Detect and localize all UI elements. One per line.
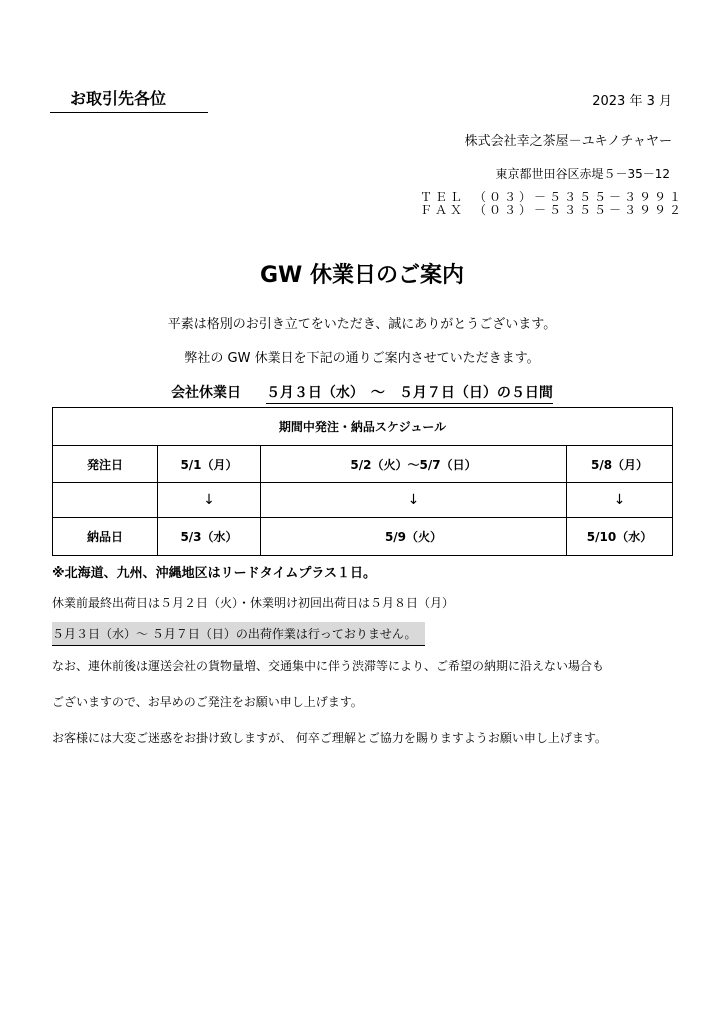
delivery-date-cell: 5/3（水） — [158, 518, 261, 556]
delay-notice-line-1: なお、連休前後は運送会社の貨物量増、交通集中に伴う渋滞等により、ご希望の納期に沿えない場合も — [52, 659, 605, 673]
table-row — [53, 483, 673, 518]
delivery-date-cell: 5/10（水） — [567, 518, 673, 556]
no-shipping-notice: ５月３日（水）～ ５月７日（日）の出荷作業は行っておりません。 — [52, 622, 425, 646]
table-row — [53, 446, 673, 483]
order-date-cell: 5/1（月） — [158, 446, 261, 483]
order-date-label: 発注日 — [53, 446, 158, 483]
closure-period — [0, 382, 724, 402]
schedule-title: 期間中発注・納品スケジュール — [53, 408, 673, 446]
order-date-cell: 5/8（月） — [567, 446, 673, 483]
tel-number: ＴＥＬ （０３）－５３５５－３９９１ — [420, 190, 685, 204]
delay-notice-line-2: ございますので、お早めのご発注をお願い申し上げます。 — [52, 695, 363, 709]
company-address: 東京都世田谷区赤堤５－35－12 — [495, 167, 670, 181]
down-arrow-icon: ↓ — [158, 483, 261, 518]
table-row — [53, 518, 673, 556]
delivery-date-cell: 5/9（火） — [261, 518, 567, 556]
shipping-dates-note: 休業前最終出荷日は５月２日（火）・休業明け初回出荷日は５月８日（月） — [52, 596, 455, 610]
closure-label: 会社休業日 — [171, 385, 242, 401]
order-date-cell: 5/2（火）～5/7（日） — [261, 446, 567, 483]
fax-number: ＦＡＸ （０３）－５３５５－３９９２ — [420, 203, 685, 217]
delivery-date-label: 納品日 — [53, 518, 158, 556]
intro-line-2: 弊社の GW 休業日を下記の通りご案内させていただきます。 — [184, 351, 540, 366]
contact-numbers — [420, 190, 685, 217]
intro-line-1: 平素は格別のお引き立てをいただき、誠にありがとうございます。 — [167, 317, 557, 332]
closing-remark: お客様には大変ご迷惑をお掛け致しますが、 何卒ご理解とご協力を賜りますようお願い申し上げます。 — [52, 731, 607, 745]
schedule-table — [52, 407, 673, 556]
table-row — [53, 408, 673, 446]
closure-range: ５月３日（水） ～ ５月７日（日）の５日間 — [266, 385, 553, 404]
empty-cell — [53, 483, 158, 518]
recipient-heading: お取引先各位 — [50, 86, 208, 113]
document-date: 2023 年 3 月 — [592, 94, 672, 109]
company-name: 株式会社幸之茶屋－ユキノチャヤー — [464, 134, 672, 149]
lead-time-note: ※北海道、九州、沖縄地区はリードタイムプラス１日。 — [52, 566, 376, 581]
down-arrow-icon: ↓ — [261, 483, 567, 518]
page-title: GW 休業日のご案内 — [260, 263, 464, 288]
down-arrow-icon: ↓ — [567, 483, 673, 518]
